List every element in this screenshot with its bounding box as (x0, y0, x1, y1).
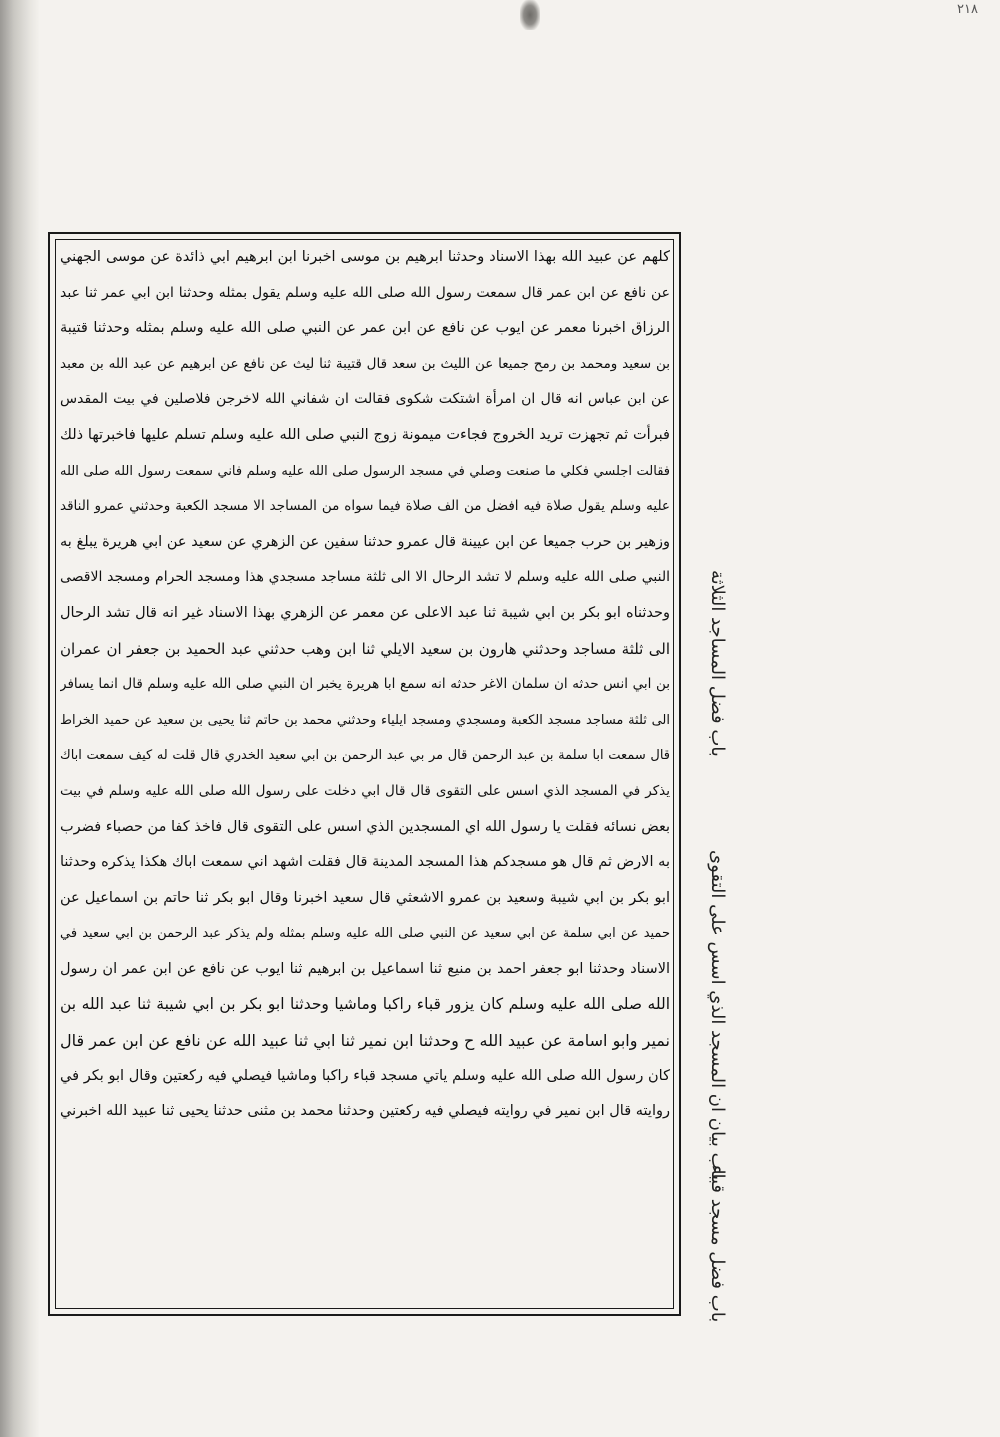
folio-number: ٢١٨ (957, 2, 978, 17)
margin-heading: باب فضل المساجد الثلاثة (707, 570, 728, 757)
text-line: بن ابي انس حدثه ان سلمان الاغر حدثه انه سمع ابا هريرة يخبر ان النبي صلى الله عليه وسلم قال انما يسافر (60, 676, 670, 693)
text-line: بن سعيد ومحمد بن رمح جميعا عن الليث بن سعد قال قتيبة ثنا ليث عن نافع عن ابرهيم عن عبد الله بن معبد (60, 355, 670, 372)
text-line: نمير وابو اسامة عن عبيد الله ح وحدثنا ابن نمير ثنا ابي ثنا عبيد الله عن نافع عن ابن عمر قال (60, 1031, 670, 1051)
text-line: الله صلى الله عليه وسلم كان يزور قباء راكبا وماشيا وحدثنا ابو بكر بن ابي شيبة ثنا عبد الله بن (60, 995, 670, 1014)
text-line: عن ابن عباس انه قال ان امرأة اشتكت شكوى فقالت ان شفاني الله لاخرجن فلاصلين في بيت المقدس (60, 391, 670, 408)
margin-heading: باب بيان ان المسجد الذي اسس على التقوى (707, 850, 728, 1181)
text-line: النبي صلى الله عليه وسلم لا تشد الرحال الا الى ثلثة مساجد مسجدي هذا ومسجد الحرام ومسجد الاقصى (60, 569, 670, 586)
text-line: فبرأت ثم تجهزت تريد الخروج فجاءت ميمونة زوج النبي صلى الله عليه وسلم تسلم عليها فاخبرتها ذلك (60, 426, 670, 443)
text-line: حميد عن ابي سلمة عن ابي سعيد عن النبي صلى الله عليه وسلم بمثله ولم يذكر عبد الرحمن بن ابي سعيد في (60, 926, 670, 942)
text-line: قال سمعت ابا سلمة بن عبد الرحمن قال مر بي عبد الرحمن بن ابي سعيد الخدري قال قلت له كيف سمعت اباك (60, 748, 670, 764)
text-line: الاسناد وحدثنا ابو جعفر احمد بن منيع ثنا اسماعيل بن ابرهيم ثنا ايوب عن نافع عن ابن عمر ان رسول (60, 960, 670, 977)
text-line: الرزاق اخبرنا معمر عن ايوب عن نافع عن ابن عمر عن النبي صلى الله عليه وسلم بمثله وحدثنا قتيبة (60, 320, 670, 337)
text-line: الى ثلثة مساجد مسجد الكعبة ومسجدي ومسجد ايلياء وحدثني محمد بن حاتم ثنا يحيى بن سعيد عن حميد الخراط (60, 712, 670, 728)
text-line: ابو بكر بن ابي شيبة وسعيد بن عمرو الاشعثي قال سعيد اخبرنا وقال ابو بكر ثنا حاتم بن اسماعيل عن (60, 889, 670, 906)
text-line: عن نافع عن ابن عمر قال سمعت رسول الله صلى الله عليه وسلم يقول بمثله وحدثنا ابن ابي عمر ثنا عبد (60, 284, 670, 301)
text-line: بعض نسائه فقلت يا رسول الله اي المسجدين الذي اسس على التقوى قال فاخذ كفا من حصباء فضرب (60, 818, 670, 835)
text-line: وزهير بن حرب جميعا عن ابن عيينة قال عمرو حدثنا سفين عن الزهري عن سعيد عن ابي هريرة يبلغ به (60, 533, 670, 550)
scan-edge (0, 0, 40, 1437)
ink-stain (520, 0, 540, 30)
text-line: الى ثلثة مساجد وحدثني هارون بن سعيد الايلي ثنا ابن وهب حدثني عبد الحميد بن جعفر ان عمران (60, 639, 670, 658)
text-line: روايته قال ابن نمير في روايته فيصلي فيه ركعتين وحدثنا محمد بن مثنى حدثنا يحيى ثنا عبيد الله اخبرني (60, 1103, 670, 1120)
manuscript-text-block (60, 240, 670, 1308)
text-line: وحدثناه ابو بكر بن ابي شيبة ثنا عبد الاعلى عن معمر عن الزهري بهذا الاسناد غير انه قال تشد الرحال (60, 604, 670, 621)
text-line: كلهم عن عبيد الله بهذا الاسناد وحدثنا ابرهيم بن موسى اخبرنا ابن ابرهيم ابي ذائدة عن موسى الجهني (60, 249, 670, 265)
text-line: يذكر في المسجد الذي اسس على التقوى قال قال ابي دخلت على رسول الله صلى الله عليه وسلم في بيت (60, 782, 670, 799)
text-line: كان رسول الله صلى الله عليه وسلم ياتي مسجد قباء راكبا وماشيا فيصلي فيه ركعتين وقال ابو بكر في (60, 1067, 670, 1084)
margin-heading: باب فضل مسجد قباء (707, 1165, 728, 1323)
text-line: عليه وسلم يقول صلاة فيه افضل من الف صلاة فيما سواه من المساجد الا مسجد الكعبة وحدثني عمرو الناقد (60, 498, 670, 515)
text-line: به الارض ثم قال هو مسجدكم هذا المسجد المدينة قال فقلت اشهد اني سمعت اباك هكذا يذكره وحدثنا (60, 854, 670, 871)
text-line: فقالت اجلسي فكلي ما صنعت وصلي في مسجد الرسول صلى الله عليه وسلم فاني سمعت رسول الله صلى الله (60, 463, 670, 479)
